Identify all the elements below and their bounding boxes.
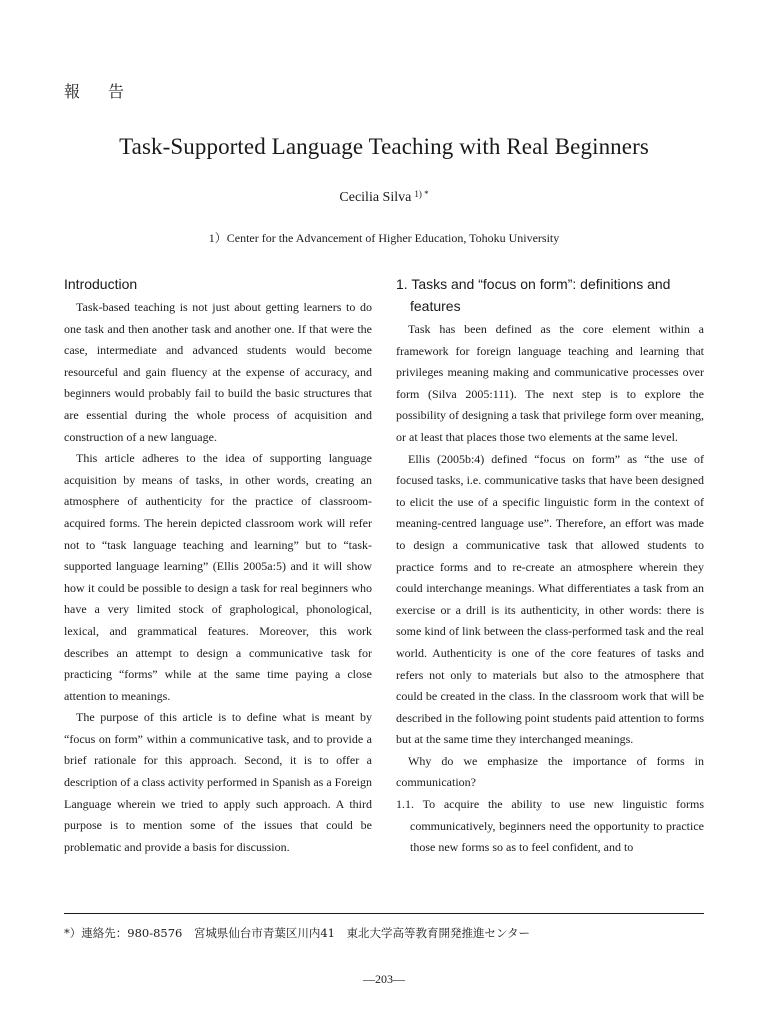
- paragraph: The purpose of this article is to define what is meant by “focus on form” within a communicative task, and to provide a brief rationale for this approach. Second, it is to offer a description of a class activity performed in Spanish as a Foreign Language wherein we tried to apply such approach. A third purpose is to mention some of the issues that could be problematic and provide a basis for discussion.: [64, 710, 372, 854]
- numbered-item: 1.1. To acquire the ability to use new linguistic forms communicatively, beginners need the opportunity to practice those new forms so as to feel confident, and to: [396, 797, 704, 855]
- footnote-divider: [64, 913, 704, 914]
- paragraph: Ellis (2005b:4) defined “focus on form” as “the use of focused tasks, i.e. communicative tasks that have been designed to elicit the use of a specific linguistic form in the context of meaning-centred language use”. Therefore, an effort was made to design a communicative task that allowed students to practice forms and to re-create an atmosphere wherein they could interchange meanings. What differentiates a task from an exercise or a drill is its authenticity, in other words: there is some kind of link between the class-performed task and the real world. Authenticity is one of the core features of tasks and refers not only to materials but also to the atmosphere that could be created in the class. In the classroom work that will be described in the following point students paid attention to forms but at the same time they interchanged meanings.: [396, 451, 704, 747]
- paragraph: Task-based teaching is not just about getting learners to do one task and then another task and another one. If that were the case, intermediate and advanced students would become resourceful and gain fluency at the expense of accuracy, and beginners would probably fail to build the basic structures that are essential during the whole process of acquisition and construction of a new language.: [64, 300, 372, 444]
- left-column: [64, 273, 372, 858]
- author-line: [0, 190, 768, 206]
- section-heading-introduction: Introduction: [64, 276, 138, 292]
- paragraph: Task has been defined as the core element within a framework for foreign language teaching and learning that privileges meaning making and communicative processes over form (Silva 2005:111). The next step is to explore the possibility of designing a task that privilege form over meaning, or at least that places those two elements at the same level.: [396, 322, 704, 444]
- paragraph: This article adheres to the idea of supporting language acquisition by means of tasks, in other words, creating an atmosphere of authenticity for the practice of classroom-acquired forms. The herein depicted classroom work will refer not to “task language teaching and learning” but to “task-supported language learning” (Ellis 2005a:5) and it will show how it could be possible to design a task for real beginners who have a very limited stock of graphological, phonological, lexical, and grammatical features. Moreover, this work describes an attempt to design a communicative task for practicing “forms” while at the same time paying a close attention to meanings.: [64, 451, 372, 703]
- page-number: ―203―: [363, 972, 405, 986]
- right-column: [396, 273, 704, 859]
- author-name: Cecilia Silva: [339, 190, 412, 205]
- section-type-label: 報告: [64, 82, 153, 101]
- author-affiliation-mark: 1) *: [414, 189, 429, 199]
- section-heading-tasks: 1. Tasks and “focus on form”: definitions and features: [396, 276, 671, 314]
- affiliation: 1）Center for the Advancement of Higher Education, Tohoku University: [208, 231, 560, 245]
- footnote-contact: *）連絡先：980-8576 宮城県仙台市青葉区川内41 東北大学高等教育開発推進センター: [64, 926, 531, 940]
- paragraph: Why do we emphasize the importance of forms in communication?: [396, 753, 704, 790]
- paper-title: Task-Supported Language Teaching with Real Beginners: [119, 134, 649, 159]
